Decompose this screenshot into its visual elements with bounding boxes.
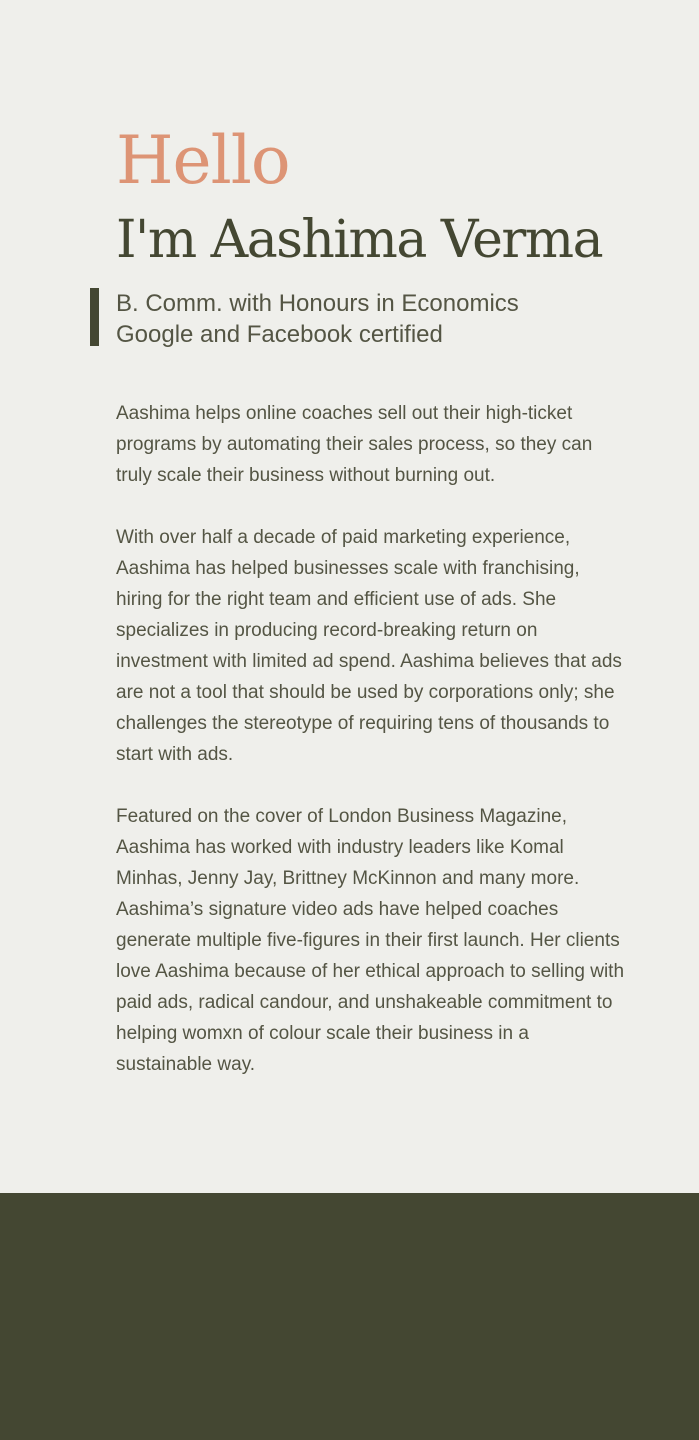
credential-certification: Google and Facebook certified: [116, 321, 443, 348]
bio-paragraph-1: Aashima helps online coaches sell out their high-ticket programs by automating their sales process, so they can truly scale their business without burning out.: [116, 403, 593, 486]
bio-text: [116, 398, 626, 1080]
credential-degree: B. Comm. with Honours in Economics: [116, 290, 519, 317]
bio-paragraph-3: Featured on the cover of London Business Magazine, Aashima has worked with industry leaders like Komal Minhas, Jenny Jay, Brittney McKinnon and many more. Aashima’s signature video ads have helped coaches generate multiple five-figures in their first launch. Her clients love Aashima because of her ethical approach to selling with paid ads, radical candour, and unshakeable commitment to helping womxn of colour scale their business in a sustainable way.: [116, 806, 625, 1075]
greeting-heading: Hello: [116, 122, 290, 199]
footer-band: [0, 1193, 699, 1440]
name-heading: I'm Aashima Verma: [116, 210, 603, 270]
accent-bar: [90, 288, 99, 346]
about-section: [116, 122, 626, 1111]
credentials-block: [116, 288, 626, 350]
bio-paragraph-2: With over half a decade of paid marketing experience, Aashima has helped businesses scale with franchising, hiring for the right team and efficient use of ads. She specializes in producing record-breaking return on investment with limited ad spend. Aashima believes that ads are not a tool that should be used by corporations only; she challenges the stereotype of requiring tens of thousands to start with ads.: [116, 527, 622, 765]
